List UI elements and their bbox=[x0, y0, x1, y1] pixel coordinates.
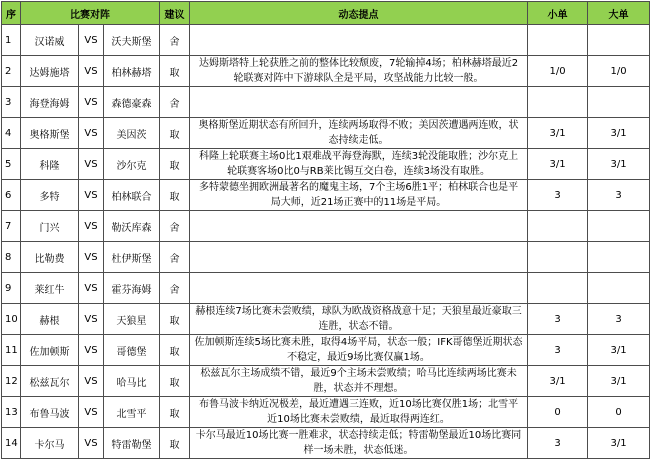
big-pick: 3 bbox=[588, 180, 650, 211]
away-team: 天狼星 bbox=[104, 304, 160, 335]
news-cell: 佐加顿斯连续5场比赛未胜，取得4场平局，状态一般；IFK哥德堡近期状态不稳定，最近9场比赛仅赢1场。 bbox=[190, 335, 528, 366]
advice-cell: 取 bbox=[160, 397, 190, 428]
table-row bbox=[2, 273, 650, 304]
home-team: 卡尔马 bbox=[21, 428, 79, 459]
home-team: 达姆施塔 bbox=[21, 56, 79, 87]
big-pick bbox=[588, 211, 650, 242]
news-cell: 多特蒙德坐拥欧洲最著名的魔鬼主场，7个主场6胜1平；柏林联合也是平局大师，近21场正赛中的11场是平局。 bbox=[190, 180, 528, 211]
header-advice: 建议 bbox=[160, 2, 190, 25]
big-pick bbox=[588, 87, 650, 118]
small-pick: 1/0 bbox=[528, 56, 588, 87]
small-pick bbox=[528, 242, 588, 273]
advice-cell: 舍 bbox=[160, 25, 190, 56]
advice-cell: 取 bbox=[160, 335, 190, 366]
big-pick: 3/1 bbox=[588, 335, 650, 366]
big-pick: 3/1 bbox=[588, 428, 650, 459]
advice-cell: 取 bbox=[160, 428, 190, 459]
table-row bbox=[2, 149, 650, 180]
away-team: 哈马比 bbox=[104, 366, 160, 397]
table-row bbox=[2, 242, 650, 273]
seq-cell: 9 bbox=[2, 273, 21, 304]
home-team: 多特 bbox=[21, 180, 79, 211]
away-team: 沙尔克 bbox=[104, 149, 160, 180]
small-pick bbox=[528, 87, 588, 118]
seq-cell: 11 bbox=[2, 335, 21, 366]
vs-label: VS bbox=[79, 335, 104, 366]
vs-label: VS bbox=[79, 273, 104, 304]
vs-label: VS bbox=[79, 211, 104, 242]
news-cell: 布鲁马波卡纳近况极差，最近遭遇三连败，近10场比赛仅胜1场；北雪平近10场比赛未尝败绩，最近取得两连红。 bbox=[190, 397, 528, 428]
big-pick bbox=[588, 242, 650, 273]
news-cell: 卡尔马最近10场比赛一胜难求，状态持续走低；特雷勒堡最近10场比赛同样一场未胜，状态低迷。 bbox=[190, 428, 528, 459]
advice-cell: 舍 bbox=[160, 87, 190, 118]
table-row bbox=[2, 304, 650, 335]
home-team: 海登海姆 bbox=[21, 87, 79, 118]
vs-label: VS bbox=[79, 366, 104, 397]
news-cell bbox=[190, 242, 528, 273]
away-team: 北雪平 bbox=[104, 397, 160, 428]
small-pick: 3/1 bbox=[528, 149, 588, 180]
advice-cell: 舍 bbox=[160, 242, 190, 273]
header-news: 动态提点 bbox=[190, 2, 528, 25]
vs-label: VS bbox=[79, 25, 104, 56]
home-team: 门兴 bbox=[21, 211, 79, 242]
table-row bbox=[2, 118, 650, 149]
small-pick: 3 bbox=[528, 304, 588, 335]
seq-cell: 7 bbox=[2, 211, 21, 242]
table-row bbox=[2, 211, 650, 242]
small-pick: 3 bbox=[528, 180, 588, 211]
vs-label: VS bbox=[79, 87, 104, 118]
big-pick: 3/1 bbox=[588, 149, 650, 180]
header-seq: 序 bbox=[2, 2, 21, 25]
big-pick: 3 bbox=[588, 304, 650, 335]
advice-cell: 取 bbox=[160, 56, 190, 87]
away-team: 霍芬海姆 bbox=[104, 273, 160, 304]
advice-cell: 取 bbox=[160, 180, 190, 211]
big-pick bbox=[588, 25, 650, 56]
seq-cell: 10 bbox=[2, 304, 21, 335]
away-team: 勒沃库森 bbox=[104, 211, 160, 242]
table-row bbox=[2, 335, 650, 366]
news-cell: 赫根连续7场比赛未尝败绩，球队为欧战资格战意十足；天狼星最近豪取三连胜，状态不错。 bbox=[190, 304, 528, 335]
small-pick: 3/1 bbox=[528, 366, 588, 397]
vs-label: VS bbox=[79, 242, 104, 273]
seq-cell: 3 bbox=[2, 87, 21, 118]
header-match: 比赛对阵 bbox=[21, 2, 160, 25]
away-team: 杜伊斯堡 bbox=[104, 242, 160, 273]
home-team: 松兹瓦尔 bbox=[21, 366, 79, 397]
home-team: 比勒费 bbox=[21, 242, 79, 273]
away-team: 特雷勒堡 bbox=[104, 428, 160, 459]
news-cell bbox=[190, 25, 528, 56]
news-cell: 科隆上轮联赛主场0比1艰难战平海登海默，连续3轮没能取胜；沙尔克上轮联赛客场0比0与RB莱比锡互交白卷，连续3场没有取胜。 bbox=[190, 149, 528, 180]
seq-cell: 13 bbox=[2, 397, 21, 428]
seq-cell: 8 bbox=[2, 242, 21, 273]
vs-label: VS bbox=[79, 118, 104, 149]
header-row bbox=[2, 2, 650, 25]
away-team: 森德豪森 bbox=[104, 87, 160, 118]
small-pick: 3/1 bbox=[528, 118, 588, 149]
away-team: 哥德堡 bbox=[104, 335, 160, 366]
news-cell bbox=[190, 211, 528, 242]
table-row bbox=[2, 87, 650, 118]
table-row bbox=[2, 397, 650, 428]
small-pick: 0 bbox=[528, 397, 588, 428]
vs-label: VS bbox=[79, 56, 104, 87]
home-team: 奥格斯堡 bbox=[21, 118, 79, 149]
table-row bbox=[2, 180, 650, 211]
small-pick bbox=[528, 273, 588, 304]
big-pick: 3/1 bbox=[588, 118, 650, 149]
table-row bbox=[2, 25, 650, 56]
big-pick: 1/0 bbox=[588, 56, 650, 87]
news-cell: 松兹瓦尔主场成绩不错，最近9个主场未尝败绩；哈马比连续两场比赛未胜，状态并不理想。 bbox=[190, 366, 528, 397]
vs-label: VS bbox=[79, 428, 104, 459]
away-team: 柏林联合 bbox=[104, 180, 160, 211]
advice-cell: 取 bbox=[160, 304, 190, 335]
advice-cell: 取 bbox=[160, 149, 190, 180]
away-team: 柏林赫塔 bbox=[104, 56, 160, 87]
small-pick bbox=[528, 211, 588, 242]
vs-label: VS bbox=[79, 149, 104, 180]
advice-cell: 舍 bbox=[160, 273, 190, 304]
match-table bbox=[1, 1, 650, 459]
table-row bbox=[2, 428, 650, 459]
small-pick bbox=[528, 25, 588, 56]
home-team: 布鲁马波 bbox=[21, 397, 79, 428]
big-pick: 3/1 bbox=[588, 366, 650, 397]
advice-cell: 取 bbox=[160, 118, 190, 149]
seq-cell: 1 bbox=[2, 25, 21, 56]
small-pick: 3 bbox=[528, 335, 588, 366]
news-cell bbox=[190, 273, 528, 304]
header-big: 大单 bbox=[588, 2, 650, 25]
news-cell: 奥格斯堡近期状态有所回升，连续两场取得不败；美因茨遭遇两连败，状态持续走低。 bbox=[190, 118, 528, 149]
home-team: 科隆 bbox=[21, 149, 79, 180]
home-team: 佐加顿斯 bbox=[21, 335, 79, 366]
home-team: 汉诺威 bbox=[21, 25, 79, 56]
away-team: 沃夫斯堡 bbox=[104, 25, 160, 56]
advice-cell: 取 bbox=[160, 366, 190, 397]
seq-cell: 4 bbox=[2, 118, 21, 149]
header-small: 小单 bbox=[528, 2, 588, 25]
advice-cell: 舍 bbox=[160, 211, 190, 242]
news-cell: 达姆斯塔特上轮获胜之前的整体比较颓废，7轮输掉4场；柏林赫塔最近2轮联赛对阵中下游球队全是平局，攻坚战能力比较一般。 bbox=[190, 56, 528, 87]
news-cell bbox=[190, 87, 528, 118]
small-pick: 3 bbox=[528, 428, 588, 459]
table-row bbox=[2, 366, 650, 397]
seq-cell: 12 bbox=[2, 366, 21, 397]
away-team: 美因茨 bbox=[104, 118, 160, 149]
table-row bbox=[2, 56, 650, 87]
seq-cell: 2 bbox=[2, 56, 21, 87]
big-pick: 0 bbox=[588, 397, 650, 428]
big-pick bbox=[588, 273, 650, 304]
vs-label: VS bbox=[79, 180, 104, 211]
seq-cell: 14 bbox=[2, 428, 21, 459]
vs-label: VS bbox=[79, 304, 104, 335]
home-team: 赫根 bbox=[21, 304, 79, 335]
seq-cell: 6 bbox=[2, 180, 21, 211]
home-team: 莱红牛 bbox=[21, 273, 79, 304]
vs-label: VS bbox=[79, 397, 104, 428]
seq-cell: 5 bbox=[2, 149, 21, 180]
